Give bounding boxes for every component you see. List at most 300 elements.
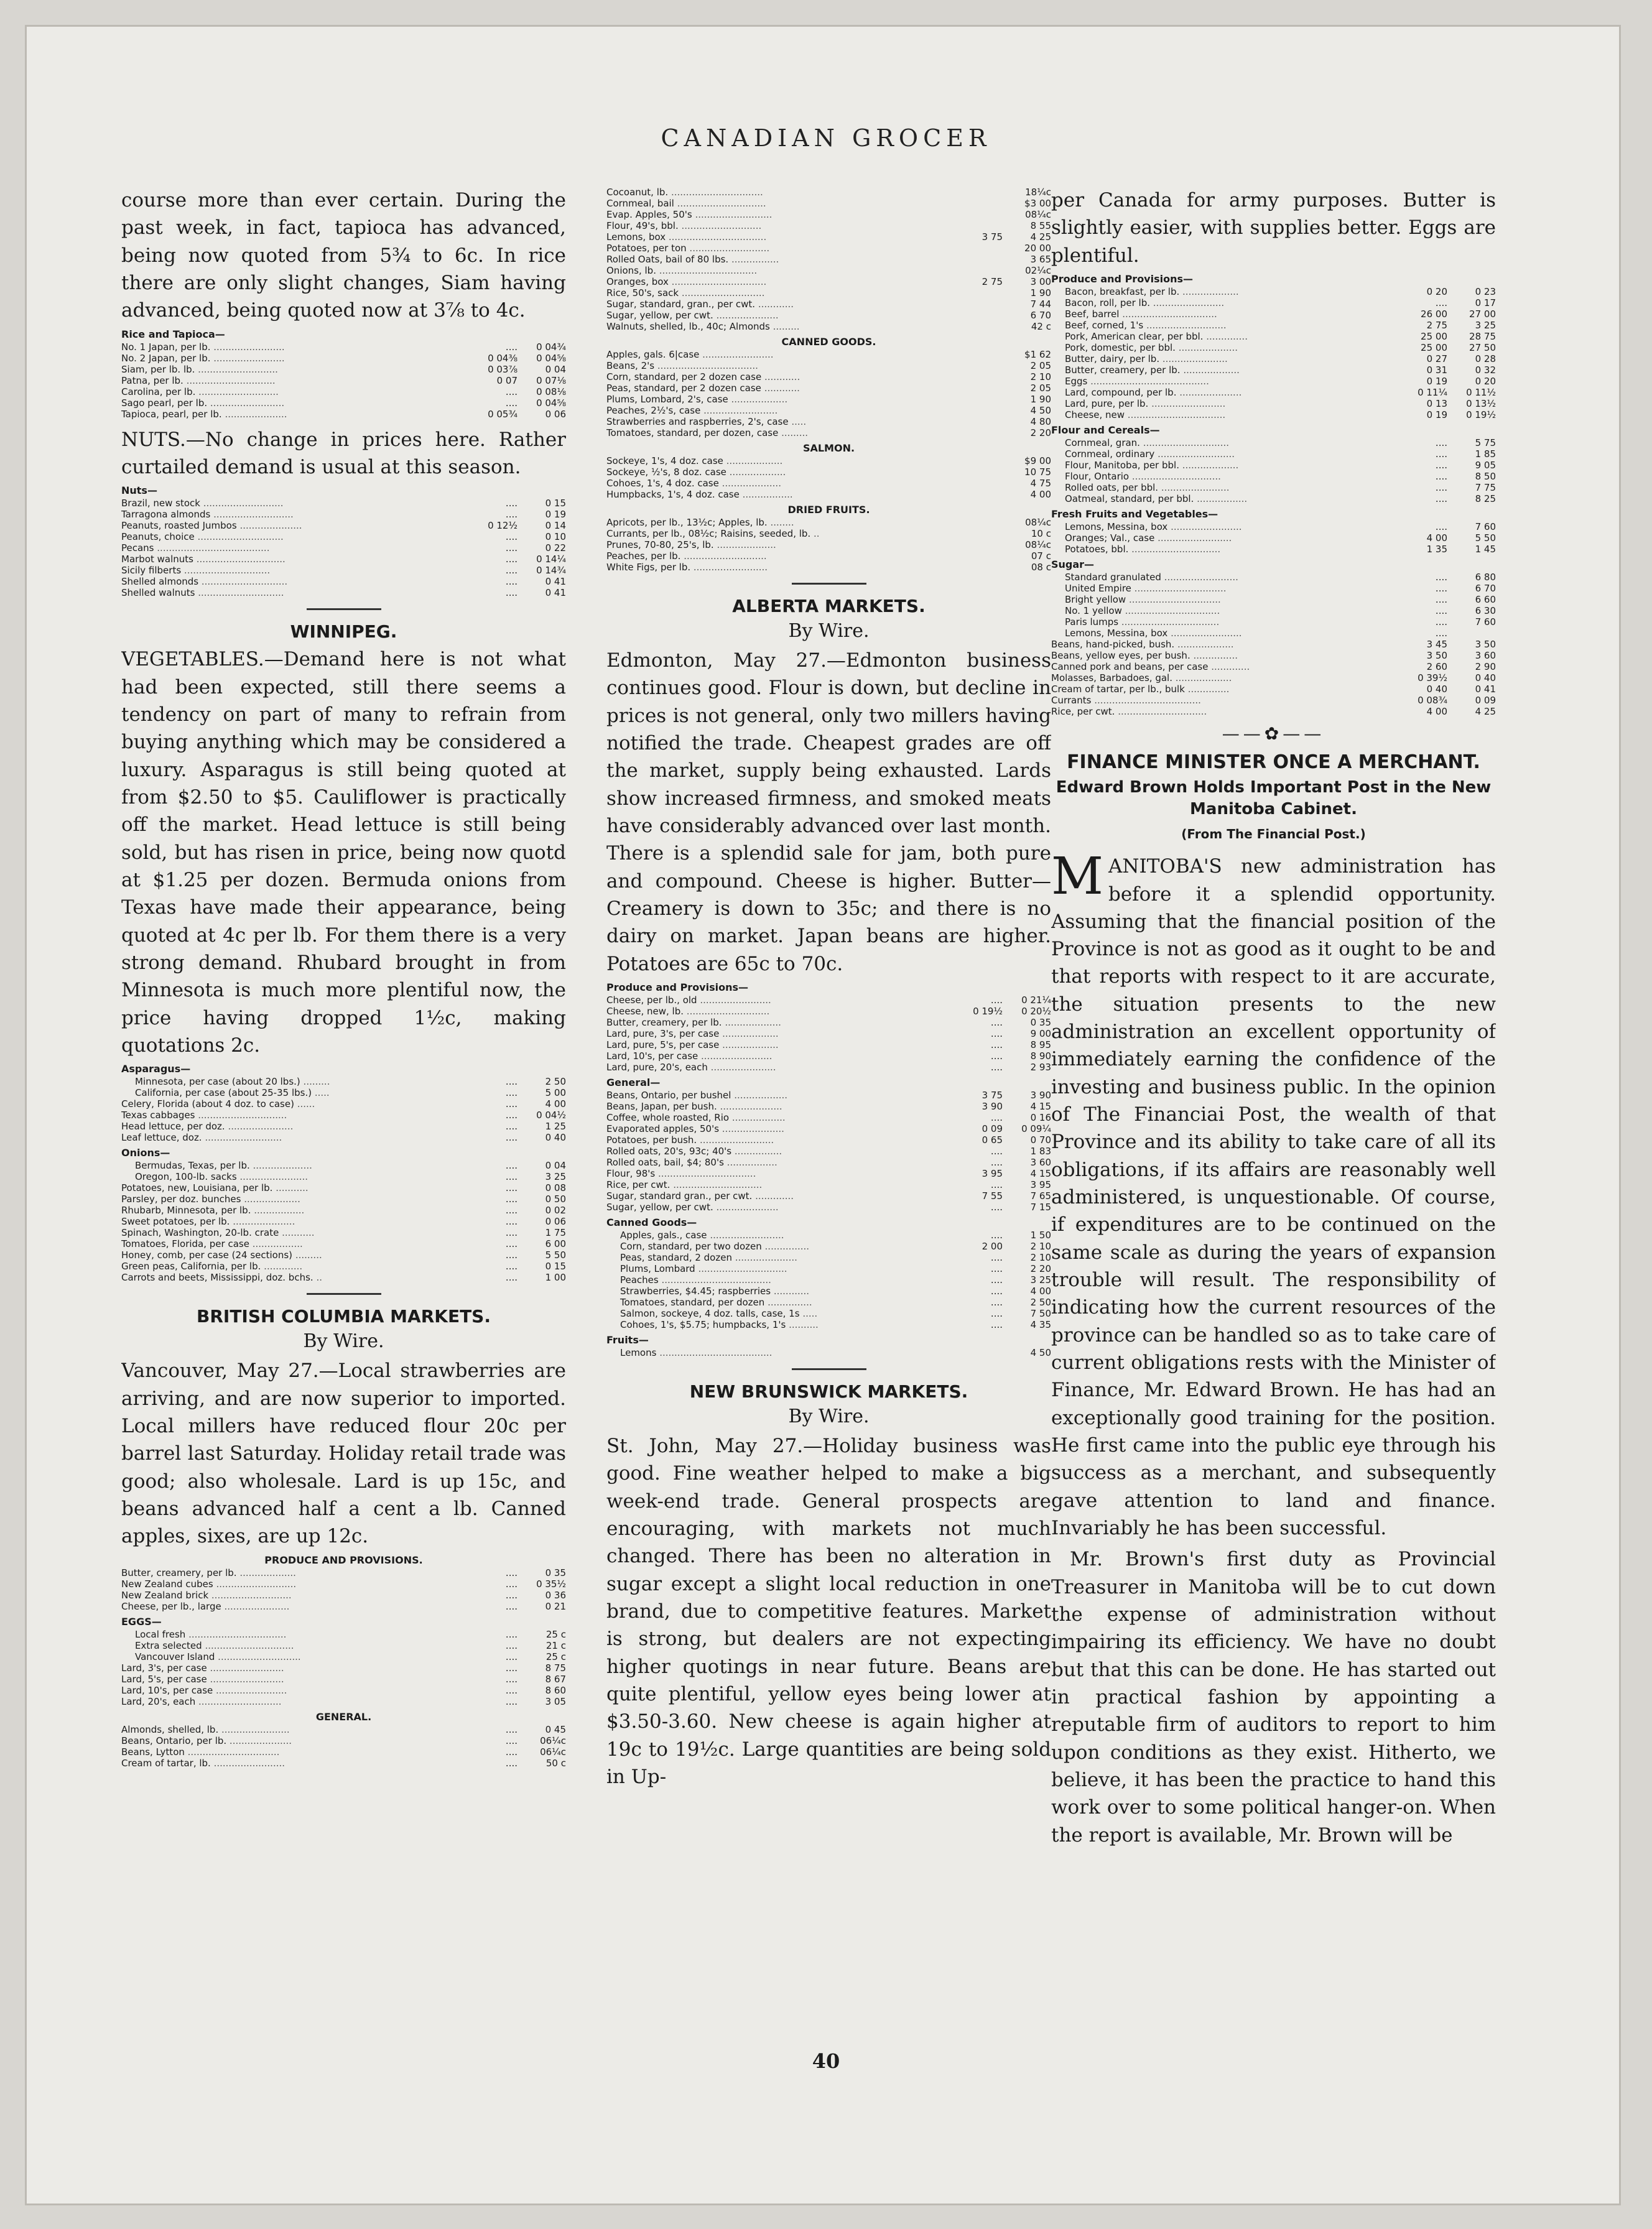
price-item: White Figs, per lb. ......................... bbox=[606, 562, 768, 573]
price-item: Minnesota, per case (about 20 lbs.) ......... bbox=[135, 1076, 330, 1088]
article-title: FINANCE MINISTER ONCE A MERCHANT. bbox=[1067, 751, 1480, 773]
bc-paragraph: Vancouver, May 27.—Local strawberries are arriving, and are now superior to imported. Local millers have reduced flour 20c per barrel last Saturday. Holiday retail trade was good; also wholesale. Lard is up 15c, and beans advanced half a cent a lb. Canned apples, sixes, are up 12c. bbox=[121, 1360, 566, 1548]
price-low bbox=[954, 321, 1003, 332]
price-low: .... bbox=[505, 1723, 517, 1735]
price-low: 0 07 bbox=[496, 374, 517, 386]
price-high: 1 85 bbox=[1475, 448, 1496, 460]
price-high: 1 83 bbox=[1030, 1145, 1051, 1157]
price-low: 2 75 bbox=[1426, 319, 1447, 331]
price-low: .... bbox=[505, 1171, 517, 1183]
price-high: 2 05 bbox=[1030, 360, 1051, 371]
price-low bbox=[954, 539, 1003, 550]
price-row bbox=[121, 1651, 566, 1662]
price-low: 1 35 bbox=[1426, 543, 1447, 555]
price-high: 8 75 bbox=[545, 1662, 566, 1674]
price-low: .... bbox=[505, 1227, 517, 1239]
price-high: 0 40 bbox=[545, 1132, 566, 1144]
price-item: Flour, 49's, bbl. ........................... bbox=[606, 220, 762, 231]
article-source: (From The Financial Post.) bbox=[1181, 827, 1366, 842]
price-high: 6 80 bbox=[1475, 571, 1496, 583]
price-low bbox=[954, 489, 1003, 500]
price-low: .... bbox=[505, 1076, 517, 1088]
price-item: Tomatoes, standard, per dozen, case ......... bbox=[606, 427, 809, 438]
price-high: 42 c bbox=[1031, 321, 1051, 332]
price-high: 6 70 bbox=[1475, 582, 1496, 594]
price-row bbox=[606, 1028, 1051, 1039]
price-item: Flour, Manitoba, per bbl. ................... bbox=[1065, 459, 1239, 471]
price-low: 2 00 bbox=[981, 1240, 1003, 1252]
alb-fruits-label: Fruits— bbox=[606, 1333, 649, 1346]
price-low: .... bbox=[505, 1160, 517, 1172]
price-high: 0 04½ bbox=[536, 1110, 566, 1121]
price-item: Evap. Apples, 50's .......................... bbox=[606, 209, 773, 220]
price-row bbox=[121, 341, 566, 353]
price-row bbox=[606, 466, 1051, 478]
price-row bbox=[121, 375, 566, 386]
price-item: Cheese, per lb., large ...................... bbox=[121, 1600, 290, 1612]
price-item: Flour, 98's ................................. bbox=[606, 1167, 756, 1179]
price-row bbox=[1051, 605, 1496, 616]
price-item: Rice, per cwt. .............................. bbox=[1051, 705, 1207, 717]
price-item: Rhubarb, Minnesota, per lb. ................. bbox=[121, 1205, 305, 1216]
price-high: 2 20 bbox=[1030, 427, 1051, 438]
price-row bbox=[606, 1252, 1051, 1263]
drop-cap: M bbox=[1051, 847, 1103, 907]
price-item: Beans, Japan, per bush. ..................... bbox=[606, 1100, 782, 1112]
price-high: 0 06 bbox=[545, 408, 566, 420]
price-item: Sago pearl, per lb. ......................... bbox=[121, 397, 285, 409]
price-row bbox=[121, 1629, 566, 1640]
price-row bbox=[606, 276, 1051, 287]
price-low: .... bbox=[505, 1673, 517, 1685]
price-item: Evaporated apples, 50's ..................... bbox=[606, 1123, 784, 1134]
price-item: Sockeye, 1's, 4 doz. case ................... bbox=[606, 455, 783, 466]
price-row bbox=[121, 498, 566, 509]
price-row bbox=[121, 1746, 566, 1758]
price-high: 3 65 bbox=[1030, 254, 1051, 265]
section-rule bbox=[307, 1293, 381, 1295]
price-low bbox=[954, 310, 1003, 321]
section-rule bbox=[792, 583, 866, 585]
price-high bbox=[1447, 628, 1496, 639]
price-low: 0 39½ bbox=[1418, 672, 1447, 684]
price-row bbox=[606, 1101, 1051, 1112]
price-low: .... bbox=[505, 341, 517, 353]
price-low: 2 60 bbox=[1426, 660, 1447, 672]
price-row bbox=[606, 1006, 1051, 1017]
column-2 bbox=[606, 187, 1051, 1791]
price-low: .... bbox=[505, 1589, 517, 1601]
price-item: Cheese, new, lb. ............................ bbox=[606, 1005, 770, 1017]
price-low: 0 05¾ bbox=[488, 408, 517, 420]
price-high: 2 20 bbox=[1030, 1263, 1051, 1274]
price-low: .... bbox=[1435, 616, 1447, 628]
price-item: Butter, creamery, per lb. ................... bbox=[1065, 364, 1240, 376]
price-row bbox=[1051, 493, 1496, 504]
price-high: 0 22 bbox=[545, 542, 566, 554]
price-high: 6 70 bbox=[1030, 310, 1051, 321]
price-high: 0 14¾ bbox=[536, 565, 566, 577]
price-low: .... bbox=[1435, 493, 1447, 504]
price-item: Molasses, Barbadoes, gal. ................... bbox=[1051, 672, 1232, 684]
price-low: .... bbox=[990, 1156, 1003, 1168]
price-item: Cornmeal, bail .............................. bbox=[606, 198, 766, 209]
price-high: 0 50 bbox=[545, 1193, 566, 1205]
price-row bbox=[121, 1674, 566, 1685]
price-high: 0 02 bbox=[545, 1205, 566, 1216]
price-low: .... bbox=[505, 498, 517, 509]
price-table bbox=[121, 341, 566, 420]
price-high: 0 35 bbox=[1030, 1016, 1051, 1028]
price-high: 3 00 bbox=[1030, 276, 1051, 287]
price-high: 2 05 bbox=[1030, 382, 1051, 394]
tapioca-paragraph: course more than ever certain. During the past week, in fact, tapioca has advanced, being now quoted from 5¾ to 6c. In rice there are only slight changes, Siam having advanced, being quoted now at 3⅞ to 4c. bbox=[121, 189, 566, 322]
price-row bbox=[121, 1171, 566, 1182]
price-row bbox=[121, 1272, 566, 1283]
price-high: 0 17 bbox=[1475, 297, 1496, 308]
price-low: 0 08¾ bbox=[1418, 694, 1447, 706]
price-item: Coffee, whole roasted, Rio .................. bbox=[606, 1111, 786, 1123]
price-item: Rolled oats, 20's, 93c; 40's ................ bbox=[606, 1145, 782, 1157]
price-row bbox=[606, 349, 1051, 360]
price-row bbox=[606, 1319, 1051, 1330]
price-row bbox=[121, 409, 566, 420]
price-item: Corn, standard, per 2 dozen case ............ bbox=[606, 371, 800, 382]
price-low: .... bbox=[990, 1229, 1003, 1241]
price-low: .... bbox=[990, 1285, 1003, 1297]
price-row bbox=[121, 397, 566, 409]
price-row bbox=[121, 1578, 566, 1590]
price-item: Shelled almonds ............................. bbox=[121, 576, 288, 588]
price-item: Standard granulated ......................... bbox=[1065, 571, 1238, 583]
price-high: 5 50 bbox=[1475, 532, 1496, 544]
price-item: Extra selected .............................. bbox=[135, 1639, 294, 1651]
price-row bbox=[121, 576, 566, 587]
price-row bbox=[606, 321, 1051, 332]
price-item: Parsley, per doz. bunches ................... bbox=[121, 1193, 300, 1205]
price-low: .... bbox=[990, 1318, 1003, 1330]
price-item: Cohoes, 1's, $5.75; humpbacks, 1's .......... bbox=[620, 1318, 819, 1330]
price-low bbox=[954, 550, 1003, 562]
price-high: 3 60 bbox=[1030, 1156, 1051, 1168]
price-row bbox=[606, 1230, 1051, 1241]
price-high: 4 50 bbox=[1030, 405, 1051, 416]
nb-byline: By Wire. bbox=[788, 1405, 870, 1427]
price-low: .... bbox=[505, 542, 517, 554]
price-low: 26 00 bbox=[1421, 308, 1447, 320]
price-low: .... bbox=[505, 1684, 517, 1696]
price-low: .... bbox=[505, 1182, 517, 1194]
price-low: .... bbox=[1435, 582, 1447, 594]
price-row bbox=[121, 1193, 566, 1205]
price-high: 0 16 bbox=[1030, 1111, 1051, 1123]
price-row bbox=[606, 528, 1051, 539]
price-item: California, per case (about 25-35 lbs.) ..... bbox=[135, 1087, 330, 1099]
price-row bbox=[1051, 353, 1496, 364]
nb-paragraph: St. John, May 27.—Holiday business was good. Fine weather helped to make a big week-end trade. General prospects are encouraging, with markets not much changed. There has been no alteration in sugar except a slight local reduction in one brand, due to competitive features. Market is strong, but dealers are not expecting higher quotings in near future. Beans are quite plentiful, yellow eyes being lower at $3.50-3.60. New cheese is again higher at 19c to 19½c. Large quantities are being sold in Up- bbox=[606, 1434, 1051, 1788]
price-item: Rice, 50's, sack ............................ bbox=[606, 287, 765, 299]
price-row bbox=[606, 1039, 1051, 1050]
price-low bbox=[954, 360, 1003, 371]
price-row bbox=[606, 1347, 1051, 1358]
price-low: .... bbox=[990, 1050, 1003, 1062]
bc-eggs-label: EGGS— bbox=[121, 1615, 162, 1628]
price-high: 3 60 bbox=[1475, 649, 1496, 661]
alb-canned-label: Canned Goods— bbox=[606, 1216, 697, 1228]
price-item: Head lettuce, per doz. ...................... bbox=[121, 1121, 294, 1133]
price-item: Tomatoes, Florida, per case ................. bbox=[121, 1238, 303, 1250]
ornament-divider-icon: ——✿—— bbox=[1222, 723, 1325, 744]
price-item: Oranges; Val., case ......................... bbox=[1065, 532, 1232, 544]
price-row bbox=[121, 1216, 566, 1227]
price-high: 0 45 bbox=[545, 1723, 566, 1735]
price-item: Strawberries and raspberries, 2's, case ..... bbox=[606, 416, 807, 427]
price-low: .... bbox=[990, 1179, 1003, 1190]
price-row bbox=[606, 416, 1051, 427]
price-high: 0 06 bbox=[545, 1216, 566, 1228]
price-high: 0 07⅛ bbox=[536, 374, 566, 386]
price-row bbox=[1051, 532, 1496, 544]
price-item: Lard, 10's, per case ........................ bbox=[121, 1684, 287, 1696]
price-high: 25 c bbox=[545, 1628, 566, 1640]
price-low: .... bbox=[505, 587, 517, 599]
price-low bbox=[954, 416, 1003, 427]
price-row bbox=[606, 1286, 1051, 1297]
price-row bbox=[606, 254, 1051, 265]
price-low: .... bbox=[505, 1600, 517, 1612]
price-row bbox=[1051, 650, 1496, 661]
column-3-intro: per Canada for army purposes. Butter is slightly easier, with supplies better. Eggs are plentiful. bbox=[1051, 189, 1496, 267]
section-rule bbox=[307, 608, 381, 610]
price-high: 0 36 bbox=[545, 1589, 566, 1601]
price-table bbox=[606, 517, 1051, 573]
price-low: .... bbox=[505, 1651, 517, 1662]
price-high: 27 00 bbox=[1469, 308, 1496, 320]
price-item: Pecans ...................................... bbox=[121, 542, 270, 554]
price-high: 7 15 bbox=[1030, 1201, 1051, 1213]
price-high: 1 00 bbox=[545, 1272, 566, 1284]
article-subtitle: Edward Brown Holds Important Post in the New Manitoba Cabinet. bbox=[1056, 777, 1492, 819]
price-item: Honey, comb, per case (24 sections) ......... bbox=[121, 1249, 322, 1261]
price-item: Cheese, per lb., old ........................ bbox=[606, 994, 771, 1006]
price-row bbox=[121, 1249, 566, 1261]
price-table bbox=[606, 455, 1051, 500]
price-row bbox=[121, 1182, 566, 1193]
price-item: Eggs ........................................ bbox=[1065, 375, 1209, 387]
price-item: Apples, gals. 6|case ........................ bbox=[606, 349, 774, 360]
price-low: .... bbox=[505, 1639, 517, 1651]
price-row bbox=[1051, 471, 1496, 482]
price-row bbox=[1051, 308, 1496, 320]
price-item: Lemons, box ................................. bbox=[606, 231, 767, 243]
price-high: 2 90 bbox=[1475, 660, 1496, 672]
price-low: .... bbox=[505, 1238, 517, 1250]
price-low: 3 90 bbox=[981, 1100, 1003, 1112]
price-row bbox=[1051, 437, 1496, 448]
price-row bbox=[1051, 409, 1496, 420]
price-high: 7 60 bbox=[1475, 521, 1496, 532]
price-low: .... bbox=[505, 1216, 517, 1228]
price-low: .... bbox=[1435, 593, 1447, 605]
price-low bbox=[954, 198, 1003, 209]
price-low: .... bbox=[990, 1111, 1003, 1123]
price-low: .... bbox=[505, 531, 517, 543]
price-item: Potatoes, per ton ........................... bbox=[606, 243, 770, 254]
price-high: 02¼c bbox=[1025, 265, 1051, 276]
price-low: 0 19 bbox=[1426, 375, 1447, 387]
price-high: 8 25 bbox=[1475, 493, 1496, 504]
price-high: 0 21 bbox=[545, 1600, 566, 1612]
onions-label: Onions— bbox=[121, 1147, 170, 1159]
price-low: 3 50 bbox=[1426, 649, 1447, 661]
price-high: 0 08 bbox=[545, 1182, 566, 1194]
price-row bbox=[606, 405, 1051, 416]
price-table bbox=[606, 349, 1051, 438]
price-item: Prunes, 70-80, 25's, lb. .................... bbox=[606, 539, 776, 550]
price-high: 3 25 bbox=[1030, 1274, 1051, 1286]
price-item: Lemons, Messina, box ........................ bbox=[1065, 627, 1242, 639]
price-row bbox=[606, 994, 1051, 1006]
price-item: Bermudas, Texas, per lb. .................... bbox=[135, 1160, 312, 1172]
price-low bbox=[954, 265, 1003, 276]
price-item: Carolina, per lb. ........................... bbox=[121, 386, 279, 397]
winnipeg-paragraph: VEGETABLES.—Demand here is not what had been expected, still there seems a tendency on part of many to refrain from buying anything which may be considered a luxury. Asparagus is still being quoted at from $2.50 to $5. Cauliflower is practically off the market. Head lettuce is still being sold, but has risen in price, being now quotd at $1.25 per dozen. Bermuda onions from Texas have made their appearance, being quoted at 4c per lb. For them there is a very strong demand. Rhubard brought in from Minnesota is much more plentiful now, the price having dropped 1½c, making quotations 2c. bbox=[121, 648, 566, 1057]
price-low: .... bbox=[990, 1274, 1003, 1286]
price-row bbox=[1051, 672, 1496, 684]
price-item: No. 1 yellow ................................ bbox=[1065, 605, 1220, 616]
price-row bbox=[1051, 331, 1496, 342]
price-low: .... bbox=[1435, 437, 1447, 448]
price-high: $3 00 bbox=[1024, 198, 1051, 209]
price-high: 0 40 bbox=[1475, 672, 1496, 684]
price-table bbox=[606, 187, 1051, 332]
price-high: 0 04¾ bbox=[536, 341, 566, 353]
price-row bbox=[121, 531, 566, 542]
price-row bbox=[606, 1308, 1051, 1319]
price-item: Tapioca, pearl, per lb. ..................... bbox=[121, 408, 287, 420]
price-row bbox=[121, 509, 566, 520]
price-high: 0 15 bbox=[545, 1261, 566, 1272]
price-item: Bacon, breakfast, per lb. ................... bbox=[1065, 285, 1239, 297]
price-low: .... bbox=[505, 1662, 517, 1674]
price-low: .... bbox=[1435, 448, 1447, 460]
price-row bbox=[121, 353, 566, 364]
price-item: Corn, standard, per two dozen ............... bbox=[620, 1240, 810, 1252]
price-row bbox=[606, 198, 1051, 209]
price-low: 0 12½ bbox=[488, 520, 517, 532]
price-item: Brazil, new stock ........................... bbox=[121, 498, 284, 509]
price-item: Lard, pure, per lb. ......................... bbox=[1065, 397, 1226, 409]
price-low: 25 00 bbox=[1421, 330, 1447, 342]
price-table bbox=[121, 1724, 566, 1769]
price-low bbox=[954, 209, 1003, 220]
price-item: Spinach, Washington, 20-lb. crate ........... bbox=[121, 1227, 315, 1239]
price-low bbox=[954, 517, 1003, 528]
price-low: 4 00 bbox=[1426, 532, 1447, 544]
price-high: 08 c bbox=[1031, 562, 1051, 573]
price-item: Beans, Ontario, per bushel .................. bbox=[606, 1089, 788, 1101]
price-high: 3 95 bbox=[1030, 1179, 1051, 1190]
price-item: Cocoanut, lb. ............................... bbox=[606, 187, 763, 198]
price-row bbox=[1051, 320, 1496, 331]
price-row bbox=[606, 1017, 1051, 1028]
price-high: 1 50 bbox=[1030, 1229, 1051, 1241]
price-low: 0 03⅞ bbox=[488, 363, 517, 375]
price-low bbox=[954, 1347, 1003, 1358]
sugar-label: Sugar— bbox=[1051, 558, 1095, 570]
price-row bbox=[1051, 594, 1496, 605]
column-1 bbox=[121, 187, 566, 1769]
price-row bbox=[121, 1227, 566, 1238]
price-low: .... bbox=[990, 1307, 1003, 1319]
price-item: Cream of tartar, per lb., bulk .............. bbox=[1051, 683, 1230, 695]
price-high: 1 45 bbox=[1475, 543, 1496, 555]
price-high: 0 13½ bbox=[1466, 397, 1496, 409]
price-high: 08¼c bbox=[1025, 209, 1051, 220]
price-low: 3 45 bbox=[1426, 638, 1447, 650]
price-item: Peas, standard, 2 dozen ..................... bbox=[620, 1251, 797, 1263]
price-low: 0 27 bbox=[1426, 353, 1447, 364]
price-low: .... bbox=[505, 1628, 517, 1640]
price-row bbox=[121, 1160, 566, 1171]
price-low: .... bbox=[505, 1110, 517, 1121]
price-row bbox=[121, 1238, 566, 1249]
price-low: 2 75 bbox=[981, 276, 1003, 287]
price-item: Peaches, 2½'s, case ......................... bbox=[606, 405, 778, 416]
price-row bbox=[121, 542, 566, 554]
price-item: Lard, 5's, per case ......................... bbox=[121, 1673, 284, 1685]
price-item: Strawberries, $4.45; raspberries ............ bbox=[620, 1285, 810, 1297]
price-row bbox=[606, 382, 1051, 394]
price-low: .... bbox=[990, 1145, 1003, 1157]
price-low: .... bbox=[1435, 521, 1447, 532]
nb-title: NEW BRUNSWICK MARKETS. bbox=[689, 1381, 968, 1402]
price-row bbox=[606, 427, 1051, 438]
price-row bbox=[606, 1123, 1051, 1134]
price-high: 50 c bbox=[545, 1757, 566, 1769]
price-row bbox=[606, 1157, 1051, 1168]
price-item: Siam, per lb. lb. ........................... bbox=[121, 363, 278, 375]
price-low: .... bbox=[505, 1193, 517, 1205]
price-table bbox=[1051, 286, 1496, 420]
price-low: 0 11¼ bbox=[1418, 386, 1447, 398]
price-low: 0 40 bbox=[1426, 683, 1447, 695]
price-item: New Zealand cubes ........................... bbox=[121, 1578, 297, 1590]
price-row bbox=[606, 1062, 1051, 1073]
price-low: 3 95 bbox=[981, 1167, 1003, 1179]
alberta-byline: By Wire. bbox=[788, 620, 870, 642]
price-row bbox=[121, 1205, 566, 1216]
price-row bbox=[121, 554, 566, 565]
price-row bbox=[606, 1202, 1051, 1213]
price-row bbox=[606, 1168, 1051, 1179]
price-item: Lard, compound, per lb. ..................... bbox=[1065, 386, 1242, 398]
price-row bbox=[1051, 460, 1496, 471]
price-high: 1 75 bbox=[545, 1227, 566, 1239]
price-row bbox=[1051, 364, 1496, 376]
bc-produce-head: PRODUCE AND PROVISIONS. bbox=[264, 1554, 423, 1566]
price-low: .... bbox=[505, 1121, 517, 1133]
price-row bbox=[606, 1112, 1051, 1123]
price-item: No. 2 Japan, per lb. ........................ bbox=[121, 352, 285, 364]
price-high: 5 75 bbox=[1475, 437, 1496, 448]
price-row bbox=[1051, 616, 1496, 628]
price-item: Flour, Ontario .............................. bbox=[1065, 470, 1221, 482]
price-table bbox=[121, 498, 566, 598]
price-high: 0 10 bbox=[545, 531, 566, 543]
price-row bbox=[1051, 695, 1496, 706]
price-high: 2 10 bbox=[1030, 1240, 1051, 1252]
